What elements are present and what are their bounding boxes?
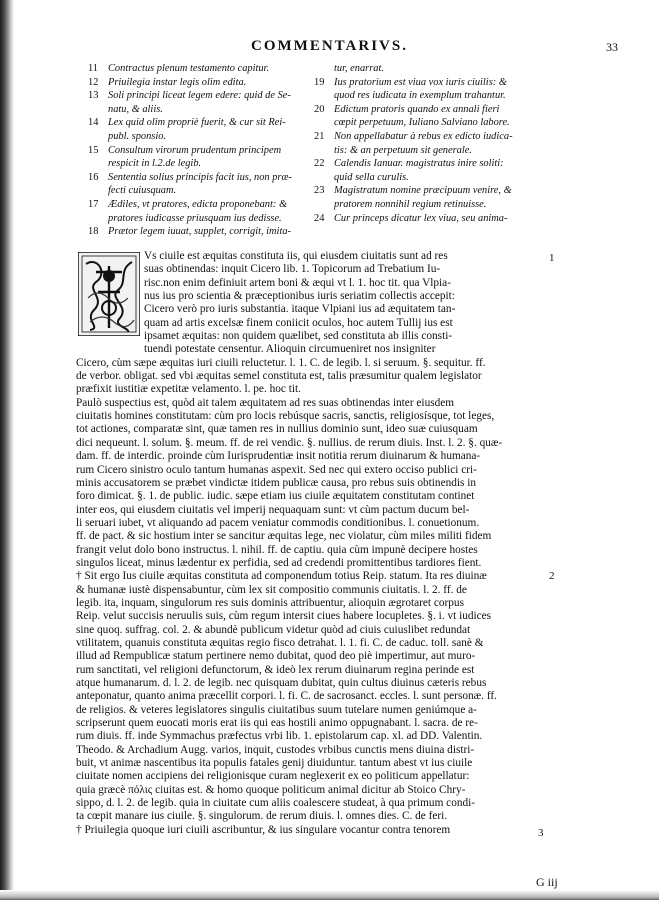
summary-entry-number: 18 bbox=[88, 226, 99, 238]
text-line: frangit velut dolo bono instructus. l. nihil. ff. de captiu. quia cùm impunè decipere hostes bbox=[76, 543, 478, 556]
summary-entry bbox=[88, 62, 324, 76]
summary-entry-text: fecti cuiusquam. bbox=[108, 185, 177, 197]
text-line: Paulò suspectius est, quòd ait talem æquitatem ad res suas obtinendas inter eiusdem bbox=[76, 396, 455, 409]
margin-note-number: 3 bbox=[538, 827, 544, 839]
summary-entry bbox=[88, 171, 324, 185]
summary-entry bbox=[314, 198, 572, 212]
summary-entry-text: Lex quid olim propriè fuerit, & cur sit Rei- bbox=[108, 117, 286, 129]
summary-column-left bbox=[88, 62, 324, 239]
text-line: de religios. & veteres legislatores singulis ciuitatibus suum tutelare numen geniúmque a- bbox=[76, 703, 477, 716]
summary-entry-text: Edictum pratoris quando ex annali fieri bbox=[334, 103, 500, 115]
text-line: sine quoq. suffrag. col. 2. & abundè publicum videtur quòd ad ciuis cuiuslibet redundat bbox=[76, 623, 471, 636]
summary-entry-number: 15 bbox=[88, 144, 99, 156]
text-line: atque humanarum. d. l. 2. de legib. nec quisquam dubitat, quin cultus diuinus cæteris rebus bbox=[76, 677, 487, 689]
summary-entry bbox=[314, 103, 572, 117]
summary-entry-text: publ. sponsio. bbox=[108, 130, 167, 142]
text-line: li seruari iubet, vt aliquando ad pacem veniatur commodis conditionibus. l. conuetionum. bbox=[76, 516, 480, 529]
text-line: rum diuis. ff. inde Symmachus præfectus vrbi lib. 1. epistolarum cap. xl. ad DD. Valentin. bbox=[76, 730, 483, 743]
summary-entry bbox=[314, 184, 572, 198]
summary-entry-text: quod res iudicata in exemplum trahantur. bbox=[334, 90, 506, 102]
text-line: Vs ciuile est æquitas constituta iis, qui eiusdem ciuitatis sunt ad res bbox=[144, 250, 448, 262]
text-line: Cicero verò pro iuris substantia. itaque Vlpiani ius ad æquitatem tan- bbox=[144, 303, 456, 316]
summary-entry-text: Non appellabatur à rebus ex edicto iudica- bbox=[334, 130, 513, 142]
commentary-body bbox=[76, 250, 531, 837]
summary-entry-text: Ius pratorium est viua vox iuris ciuilis: & bbox=[334, 76, 507, 88]
printer-signature-mark: G iij bbox=[536, 875, 558, 889]
text-line: rum Cicero sinistro oculo tantum humanas aspexit. Sed nec qui extero occiso publici cri- bbox=[76, 463, 477, 476]
text-line: ipsamet æquitas: non quidem quælibet, sed constituta ab illis consti- bbox=[144, 330, 453, 343]
summary-entry-text: natu, & aliis. bbox=[108, 103, 163, 115]
text-line: vtilitatem, quanuis constituta æquitas regio fisco detrahat. l. 1. fi. C. de caduc. toll. sanè & bbox=[76, 636, 484, 649]
text-line: tuendi potestate censentur. Alioquin circumueniret nos insigniter bbox=[144, 343, 436, 356]
summary-entry bbox=[314, 212, 572, 226]
summary-entry-number: 23 bbox=[314, 185, 325, 197]
text-line: rum sanctitati, vel religioni defunctorum, & ideò lex rerum diuinarum regina perinde est bbox=[76, 663, 475, 676]
text-line: Reip. velut succisis neruulis suis, cùm regum intersit ciues habere locupletes. §. i. vt iudices bbox=[76, 610, 492, 623]
running-head: COMMENTARIVS. bbox=[251, 38, 408, 54]
text-line: tot actiones, comparatæ sint, quæ tamen res in nullius dominio sunt, ideo suæ cuiusquam bbox=[76, 423, 478, 436]
text-line: & humanæ iustè dispensabuntur, cùm lex sit compositio communis ciuitatis. l. 2. ff. de bbox=[76, 583, 467, 596]
text-line: scripserunt quem euocati moris erat iis qui eas hostili animo oppugnabant. l. sacra. de re- bbox=[76, 717, 478, 730]
summary-entry-text: Prætor legem iuuat, supplet, corrigit, imita- bbox=[108, 226, 291, 238]
summary-entry bbox=[88, 184, 324, 198]
text-line: legib. ita, inquam, singulorum res suis dominis attribuentur, alioquin ægrotaret corpus bbox=[76, 596, 464, 609]
text-line: de verbor. obligat. sed vbi æquitas semel constituta est, talis præsumitur qualem legislator bbox=[76, 370, 482, 383]
summary-entry bbox=[314, 76, 572, 90]
summary-entry-text: Ædiles, vt pratores, edicta proponebant: & bbox=[108, 198, 288, 210]
text-line: nus ius pro scientia & præceptionibus iuris seriatim collectis accepit: bbox=[144, 290, 455, 303]
text-line: quam ad artis excelsæ finem coniicit oculos, hoc autem Tullij ius est bbox=[144, 316, 453, 329]
summary-entry-text: pratorem nonnihil regium retinuisse. bbox=[334, 198, 487, 210]
summary-entry bbox=[88, 144, 324, 158]
summary-entry-text: Magistratum nomine præcipuum venire, & bbox=[334, 185, 512, 197]
summary-entry bbox=[314, 130, 572, 144]
summary-entry-number: 14 bbox=[88, 117, 99, 129]
summary-entry-number: 21 bbox=[314, 130, 325, 142]
summary-entry bbox=[314, 157, 572, 171]
summary-entry bbox=[314, 116, 572, 130]
summary-entry-text: Calendis Ianuar. magistratus inire soliti: bbox=[334, 158, 504, 170]
text-line: singulos liceat, minus lædentur ex perfidia, sed ad credendi promittentibus tardiores fient. bbox=[76, 556, 482, 569]
summary-entry-text: Priuilegia instar legis olim edita. bbox=[108, 76, 247, 88]
text-line: Cicero, cùm sæpe æquitas iuri ciuili reluctetur. l. 1. C. de legib. l. si seruum. §. sequitur. ff. bbox=[76, 356, 486, 369]
margin-note-number: 2 bbox=[549, 570, 555, 582]
summary-entry bbox=[88, 89, 324, 103]
summary-entry-number: 17 bbox=[88, 198, 99, 210]
summary-entry-text: Soli principi liceat legem edere: quid de Se- bbox=[108, 90, 291, 102]
text-line: ff. de pact. & sic hostium inter se sancitur æquitas lege, nec violatur, cùm miles militi fidem bbox=[76, 530, 492, 543]
summary-entry bbox=[88, 130, 324, 144]
text-line: † Priuilegia quoque iuri ciuili ascribuntur, & ius singulare vocantur contra tenorem bbox=[76, 823, 451, 836]
summary-entry-number: 22 bbox=[314, 158, 325, 170]
text-line: ciuitate nomen accipiens dei religionisque curam neglexerit ex eo politicum appellatur: bbox=[76, 770, 470, 783]
summary-entry bbox=[88, 198, 324, 212]
text-line: ta cœpit manare ius ciuile. §. singulorum. de rerum diuis. l. omnes dies. C. de feri. bbox=[76, 810, 448, 823]
text-line: suas obtinendas: inquit Cicero lib. 1. Topicorum ad Trebatium Iu- bbox=[144, 263, 441, 276]
summary-entry-text: cœpit perpetuum, Iuliano Salviano labore. bbox=[334, 117, 510, 129]
summary-entry-text: pratores iudicasse priusquam ius dedisse. bbox=[108, 212, 282, 224]
summary-entry-text: Sententia solius principis facit ius, non præ- bbox=[108, 171, 292, 183]
text-line: Theodo. & Archadium Augg. varios, inquit, custodes vrbibus cunctis mens diuina distri- bbox=[76, 743, 475, 756]
summary-entry bbox=[88, 212, 324, 226]
summary-entry-text: quid sella curulis. bbox=[334, 171, 409, 183]
summary-entry bbox=[314, 144, 572, 158]
text-line: illud ad Rempublicæ statum pertinere nemo dubitat, quod deo piè impertimur, aut muro- bbox=[76, 650, 476, 663]
text-line: † Sit ergo Ius ciuile æquitas constituta ad componendum totius Reip. statum. Ita res diuinæ bbox=[76, 570, 487, 583]
summary-entry bbox=[314, 62, 572, 76]
text-line: buit, vt animæ nascentibus ita populis fatales genij diuiduntur. tantum abest vt ius ciuile bbox=[76, 757, 473, 770]
summary-entry bbox=[88, 103, 324, 117]
text-line: quia græcè πόλις ciuitas est. & homo quoque politicum animal dicitur ab Stoico Chry- bbox=[76, 783, 466, 796]
summary-entry bbox=[88, 225, 324, 239]
summary-entry bbox=[314, 89, 572, 103]
summary-entry-number: 11 bbox=[88, 63, 99, 74]
summary-column-right bbox=[314, 62, 572, 225]
summary-entry-number: 16 bbox=[88, 171, 99, 183]
summary-entry bbox=[88, 116, 324, 130]
summary-entry bbox=[88, 76, 324, 90]
summary-entry-number: 19 bbox=[314, 76, 325, 88]
summary-entry-number: 24 bbox=[314, 212, 325, 224]
summary-entry bbox=[88, 157, 324, 171]
summary-entry-number: 13 bbox=[88, 90, 99, 102]
text-line: dici nequeunt. l. solum. §. meum. ff. de rei vendic. §. nullius. de rerum diuis. Inst. l. 2. §. quæ- bbox=[76, 436, 503, 449]
page-bottom-shadow bbox=[0, 890, 659, 900]
chapter-summary bbox=[88, 62, 568, 242]
text-line: risc.non enim definiuit artem boni & æqui vt l. 1. hoc tit. qua Vlpia- bbox=[144, 276, 451, 289]
summary-entry-text: Consultum virorum prudentum principem bbox=[108, 144, 282, 156]
summary-entry-text: Contractus plenum testamento capitur. bbox=[108, 63, 270, 74]
page-gutter-shadow bbox=[0, 0, 14, 900]
text-line: sippo, d. l. 2. de legib. quia in ciuitate cum aliis coalescere studeat, à qua primum condi- bbox=[76, 797, 476, 810]
summary-entry-text: Cur princeps dicatur lex viua, seu anima- bbox=[334, 212, 508, 224]
page-number: 33 bbox=[606, 40, 618, 54]
summary-entry-text: respicit in l.2.de legib. bbox=[108, 158, 202, 170]
text-line: ciuitatis homines constitutam: cùm pro locis rebúsque sacris, sanctis, religiosísque, tot leges, bbox=[76, 410, 495, 423]
summary-entry-text: tis: & an perpetuum sit generale. bbox=[334, 144, 472, 156]
text-line: foro dimicat. §. 1. de public. iudic. sæpe etiam ius ciuile æquitatem constitutam continet bbox=[76, 490, 475, 503]
text-line: inter eos, qui eiusdem ciuitatis vel imperij nequaquam sunt: vt cùm pactum ducum bel- bbox=[76, 503, 470, 516]
text-line: minis accusatorem se præbet vindictæ itidem publicæ causa, pro rebus suis obtinendis in bbox=[76, 476, 477, 489]
text-line: dam. ff. de interdic. proinde cùm Iurisprudentiæ insit notitia rerum diuinarum & humana- bbox=[76, 450, 481, 463]
summary-entry-text: tur, enarrat. bbox=[334, 63, 384, 74]
summary-entry bbox=[314, 171, 572, 185]
text-line: præfixit iustitiæ expetitæ velamento. l. pe. hoc tit. bbox=[76, 383, 301, 396]
summary-entry-number: 20 bbox=[314, 103, 325, 115]
margin-note-number: 1 bbox=[549, 252, 555, 264]
text-line: anteponatur, quanto anima præcellit corpori. l. fi. C. de sacrosanct. eccles. l. sunt personæ. ff. bbox=[76, 690, 497, 703]
summary-entry-number: 12 bbox=[88, 76, 99, 88]
